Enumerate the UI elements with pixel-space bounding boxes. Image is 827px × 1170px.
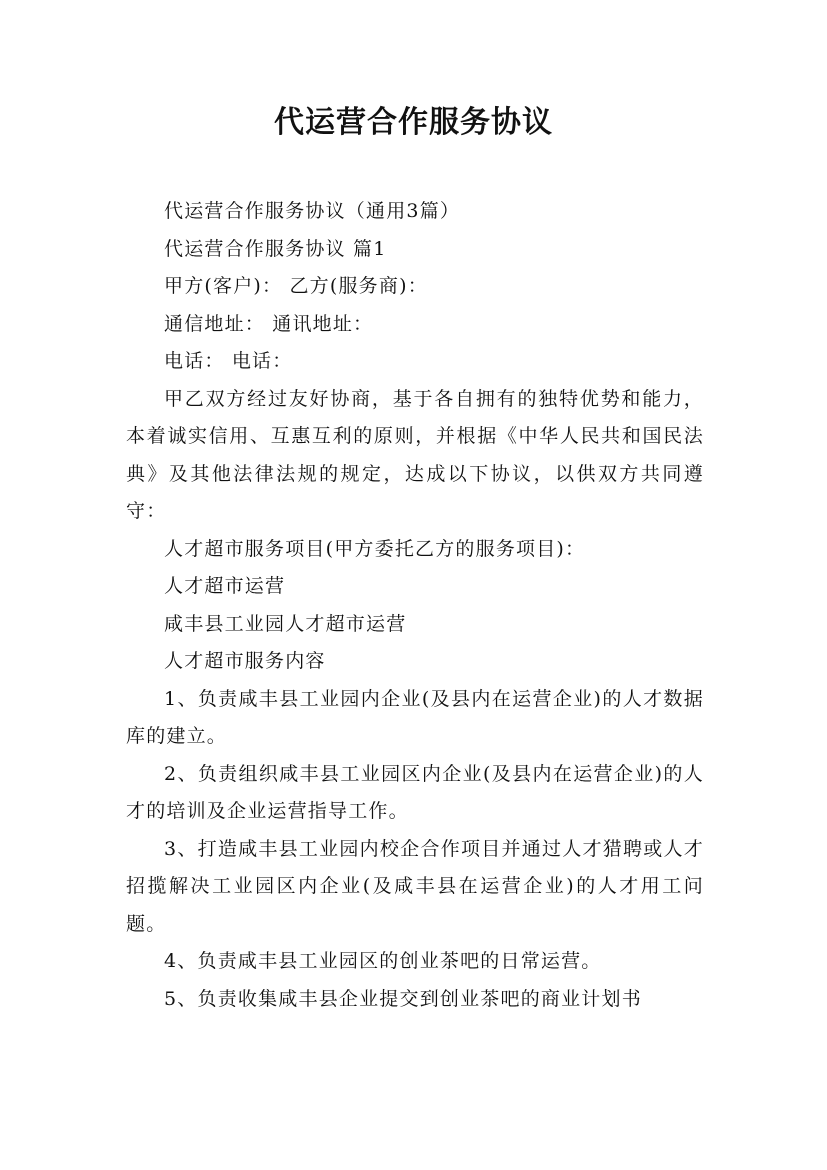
- paragraph-part-title: 代运营合作服务协议 篇1: [164, 237, 387, 260]
- paragraph-item-5: 5、负责收集咸丰县企业提交到创业茶吧的商业计划书: [164, 987, 642, 1010]
- paragraph-operation-detail: 咸丰县工业园人才超市运营: [164, 612, 407, 635]
- paragraph-item-1: 1、负责咸丰县工业园内企业(及县内在运营企业)的人才数据库的建立。: [126, 687, 704, 747]
- paragraph-service-content: 人才超市服务内容: [164, 650, 326, 672]
- paragraph-phone: 电话： 电话：: [164, 350, 293, 372]
- paragraph-heading: 代运营合作服务协议（通用3篇）: [164, 200, 461, 222]
- paragraph-item-2: 2、负责组织咸丰县工业园区内企业(及县内在运营企业)的人才的培训及企业运营指导工作。: [126, 762, 704, 822]
- paragraph-service-project: 人才超市服务项目(甲方委托乙方的服务项目)：: [164, 537, 586, 560]
- paragraph-preamble: 甲乙双方经过友好协商，基于各自拥有的独特优势和能力，本着诚实信用、互惠互利的原则，并根据《中华人民共和国民法典》及其他法律法规的规定，达成以下协议，以供双方共同遵守：: [126, 387, 704, 522]
- paragraph-address: 通信地址： 通讯地址：: [164, 312, 374, 335]
- paragraph-item-3: 3、打造咸丰县工业园内校企合作项目并通过人才猎聘或人才招揽解决工业园区内企业(及咸丰县在运营企业)的人才用工问题。: [126, 837, 704, 935]
- paragraph-operation: 人才超市运营: [164, 575, 286, 597]
- paragraph-item-4: 4、负责咸丰县工业园区的创业茶吧的日常运营。: [164, 950, 602, 972]
- document-body: [126, 193, 704, 1018]
- document-title: 代运营合作服务协议: [274, 105, 553, 140]
- paragraph-parties: 甲方(客户)： 乙方(服务商)：: [164, 275, 428, 297]
